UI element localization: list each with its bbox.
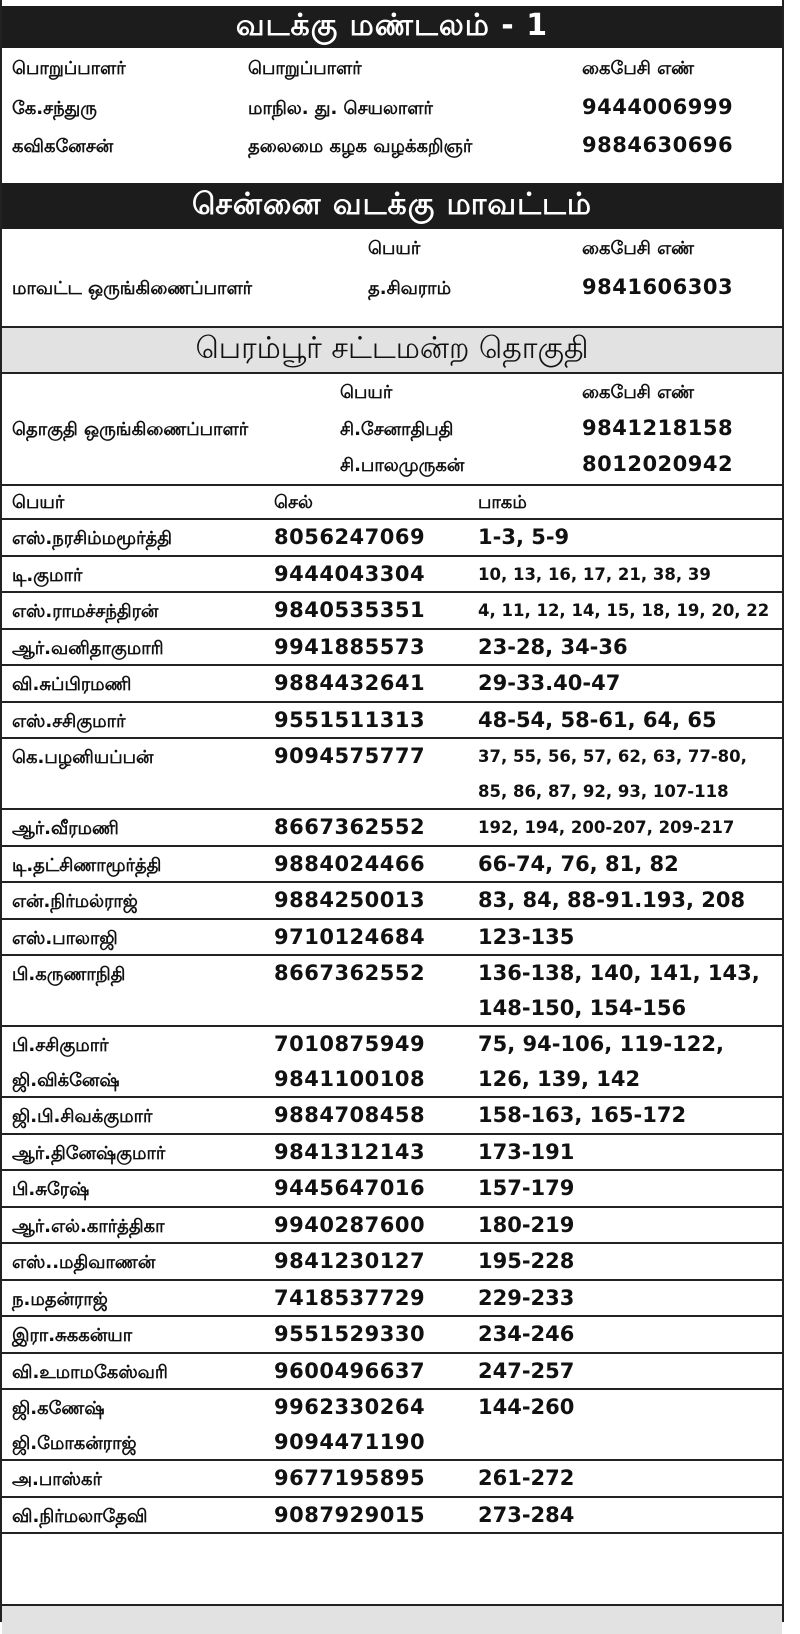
table-row <box>2 701 782 738</box>
district-header-name: பெயர் <box>368 238 421 259</box>
constituency-title-text: பெரம்பூர் சட்டமன்ற தொகுதி <box>195 330 589 366</box>
member-parts: 247-257 <box>478 1358 575 1383</box>
member-name: எஸ்.பாலாஜி <box>12 927 118 949</box>
table-row <box>2 1206 782 1243</box>
table-row <box>2 1388 782 1459</box>
member-phone: 9444043304 <box>274 561 426 586</box>
member-phone: 9962330264 <box>274 1395 426 1419</box>
district-header-phone: கைபேசி எண் <box>582 238 695 259</box>
member-parts: 37, 55, 56, 57, 62, 63, 77-80, <box>478 747 747 766</box>
table-row <box>2 664 782 701</box>
member-phone: 9884708458 <box>274 1103 426 1127</box>
member-name: ஆர்.வனிதாகுமாரி <box>12 637 164 659</box>
coordinator-name: சி.பாலமுருகன் <box>340 455 465 476</box>
constituency-header-row <box>2 378 782 408</box>
member-name: ந.மதன்ராஜ் <box>12 1288 108 1310</box>
table-row <box>2 1133 782 1170</box>
district-header-row <box>2 234 782 264</box>
table-row <box>2 1242 782 1279</box>
member-parts: 126, 139, 142 <box>478 1066 641 1091</box>
table-row <box>2 808 782 845</box>
member-name: என்.நிர்மல்ராஜ் <box>12 891 138 912</box>
next-section-title-cutoff <box>2 1604 782 1634</box>
member-parts: 83, 84, 88-91.193, 208 <box>478 888 746 912</box>
member-parts: 1-3, 5-9 <box>478 525 570 549</box>
member-phone: 9445647016 <box>274 1176 426 1200</box>
member-parts: 29-33.40-47 <box>478 671 621 695</box>
member-phone: 9841230127 <box>274 1249 426 1273</box>
member-parts: 180-219 <box>478 1212 575 1237</box>
district-row <box>2 270 782 310</box>
district-title <box>2 183 782 229</box>
table-row <box>2 555 782 592</box>
zone-header-row <box>2 52 782 84</box>
member-name: டி.தட்சிணாமூர்த்தி <box>12 854 162 876</box>
member-name: ஜி.கணேஷ் <box>12 1398 105 1419</box>
member-name: ஆர்.தினேஷ்குமார் <box>12 1142 166 1164</box>
member-name: பி.சுரேஷ் <box>12 1179 90 1200</box>
table-row <box>2 954 782 1025</box>
member-phone: 9710124684 <box>274 924 426 949</box>
zone-title-text: வடக்கு மண்டலம் - 1 <box>235 7 549 43</box>
table-row <box>2 1315 782 1352</box>
table-header-cell: செல் <box>274 492 313 513</box>
member-parts: 234-246 <box>478 1322 575 1346</box>
member-phone: 9551511313 <box>274 707 426 732</box>
member-phone: 9884250013 <box>274 888 426 912</box>
member-parts: 48-54, 58-61, 64, 65 <box>478 707 717 732</box>
member-name: ஆர்.எல்.கார்த்திகா <box>12 1215 165 1237</box>
constituency-role: தொகுதி ஒருங்கிணைப்பாளர் <box>12 419 249 440</box>
member-name: ஜி.மோகன்ராஜ் <box>12 1432 137 1454</box>
member-name: ஜி.விக்னேஷ் <box>12 1069 120 1091</box>
member-name: பி.கருணாநிதி <box>12 964 126 985</box>
member-phone: 9940287600 <box>274 1212 426 1237</box>
member-parts: 158-163, 165-172 <box>478 1103 687 1127</box>
coordinator-phone: 8012020942 <box>582 452 734 476</box>
table-row <box>2 1352 782 1389</box>
table-row <box>2 1025 782 1096</box>
member-parts: 173-191 <box>478 1139 575 1164</box>
member-parts: 66-74, 76, 81, 82 <box>478 851 679 876</box>
zone-row <box>2 90 782 128</box>
member-parts: 273-284 <box>478 1502 575 1527</box>
table-header-row <box>2 484 782 518</box>
booth-table <box>2 484 782 1534</box>
member-parts: 4, 11, 12, 14, 15, 18, 19, 20, 22 <box>478 601 770 620</box>
member-phone: 9884432641 <box>274 671 426 695</box>
member-phone: 9600496637 <box>274 1358 426 1383</box>
table-row <box>2 1279 782 1316</box>
member-parts: 148-150, 154-156 <box>478 995 687 1020</box>
zone-header-1: பொறுப்பாளர் <box>12 58 126 79</box>
table-bottom-rule <box>2 1532 782 1534</box>
member-name: அ.பாஸ்கர் <box>12 1469 102 1490</box>
district-name: த.சிவராம் <box>368 278 452 299</box>
table-row <box>2 737 782 808</box>
member-name: இரா.சுககன்யா <box>12 1325 133 1346</box>
member-name: டி.குமார் <box>12 564 83 586</box>
zone-row-phone: 9884630696 <box>582 133 734 157</box>
table-row <box>2 591 782 628</box>
member-phone: 8667362552 <box>274 815 426 839</box>
member-parts: 10, 13, 16, 17, 21, 38, 39 <box>478 564 711 584</box>
member-phone: 9884024466 <box>274 851 426 876</box>
member-parts: 123-135 <box>478 924 575 949</box>
member-phone: 7418537729 <box>274 1285 426 1310</box>
member-parts: 144-260 <box>478 1395 575 1419</box>
member-parts: 136-138, 140, 141, 143, <box>478 961 760 985</box>
member-phone: 9087929015 <box>274 1502 426 1527</box>
member-parts: 85, 86, 87, 92, 93, 107-118 <box>478 781 729 801</box>
member-parts: 75, 94-106, 119-122, <box>478 1032 724 1056</box>
table-row <box>2 1496 782 1533</box>
member-parts: 261-272 <box>478 1466 575 1490</box>
table-row <box>2 881 782 918</box>
member-name: எஸ்.நரசிம்மமூர்த்தி <box>12 528 172 549</box>
member-phone: 9841312143 <box>274 1139 426 1164</box>
constituency-title <box>2 326 782 374</box>
zone-title <box>2 6 782 48</box>
member-phone: 9841100108 <box>274 1066 426 1091</box>
member-name: எஸ்.சசிகுமார் <box>12 710 126 732</box>
constituency-row <box>2 412 782 448</box>
member-phone: 9094471190 <box>274 1429 426 1454</box>
coordinator-name: சி.சேனாதிபதி <box>340 419 454 440</box>
member-parts: 157-179 <box>478 1176 575 1200</box>
zone-row <box>2 128 782 168</box>
constituency-row <box>2 448 782 484</box>
member-name: எஸ்..மதிவாணன் <box>12 1252 156 1273</box>
member-parts: 192, 194, 200-207, 209-217 <box>478 818 735 837</box>
member-parts: 195-228 <box>478 1249 575 1273</box>
table-row <box>2 518 782 555</box>
member-parts: 23-28, 34-36 <box>478 634 628 659</box>
member-phone: 9941885573 <box>274 634 426 659</box>
table-row <box>2 845 782 882</box>
member-parts: 229-233 <box>478 1285 575 1310</box>
member-name: ஜி.பி.சிவக்குமார் <box>12 1106 153 1127</box>
member-phone: 8667362552 <box>274 961 426 985</box>
constituency-header-phone: கைபேசி எண் <box>582 382 695 403</box>
zone-row-name: கவிகனேசன் <box>12 136 114 157</box>
district-phone: 9841606303 <box>582 275 734 299</box>
table-row <box>2 628 782 665</box>
member-name: ஆர்.வீரமணி <box>12 818 119 839</box>
member-phone: 9677195895 <box>274 1466 426 1490</box>
member-name: வி.உமாமகேஸ்வரி <box>12 1361 168 1383</box>
zone-header-3: கைபேசி எண் <box>582 58 695 79</box>
member-phone: 8056247069 <box>274 525 426 549</box>
member-phone: 9551529330 <box>274 1322 426 1346</box>
zone-row-role: மாநில. து. செயலாளர் <box>248 98 433 119</box>
district-role: மாவட்ட ஒருங்கிணைப்பாளர் <box>12 278 253 299</box>
zone-row-phone: 9444006999 <box>582 95 734 119</box>
member-name: வி.சுப்பிரமணி <box>12 674 132 695</box>
zone-row-role: தலைமை கழக வழக்கறிஞர் <box>248 136 473 157</box>
member-phone: 9094575777 <box>274 744 426 768</box>
coordinator-phone: 9841218158 <box>582 416 734 440</box>
constituency-header-name: பெயர் <box>340 382 393 403</box>
member-phone: 9840535351 <box>274 598 426 622</box>
table-body <box>2 518 782 1532</box>
table-row <box>2 1459 782 1496</box>
zone-row-name: கே.சந்துரு <box>12 98 97 119</box>
member-name: எஸ்.ராமச்சந்திரன் <box>12 601 159 622</box>
table-row <box>2 918 782 955</box>
district-title-text: சென்னை வடக்கு மாவட்டம் <box>191 186 593 222</box>
member-name: கெ.பழனியப்பன் <box>12 747 154 768</box>
member-phone: 7010875949 <box>274 1032 426 1056</box>
table-header-name: பெயர் <box>12 492 65 513</box>
member-name: பி.சசிகுமார் <box>12 1035 109 1056</box>
member-name: வி.நிர்மலாதேவி <box>12 1505 148 1527</box>
table-row <box>2 1096 782 1133</box>
table-row <box>2 1169 782 1206</box>
table-header-parts: பாகம் <box>478 492 527 513</box>
zone-header-2: பொறுப்பாளர் <box>248 58 362 79</box>
